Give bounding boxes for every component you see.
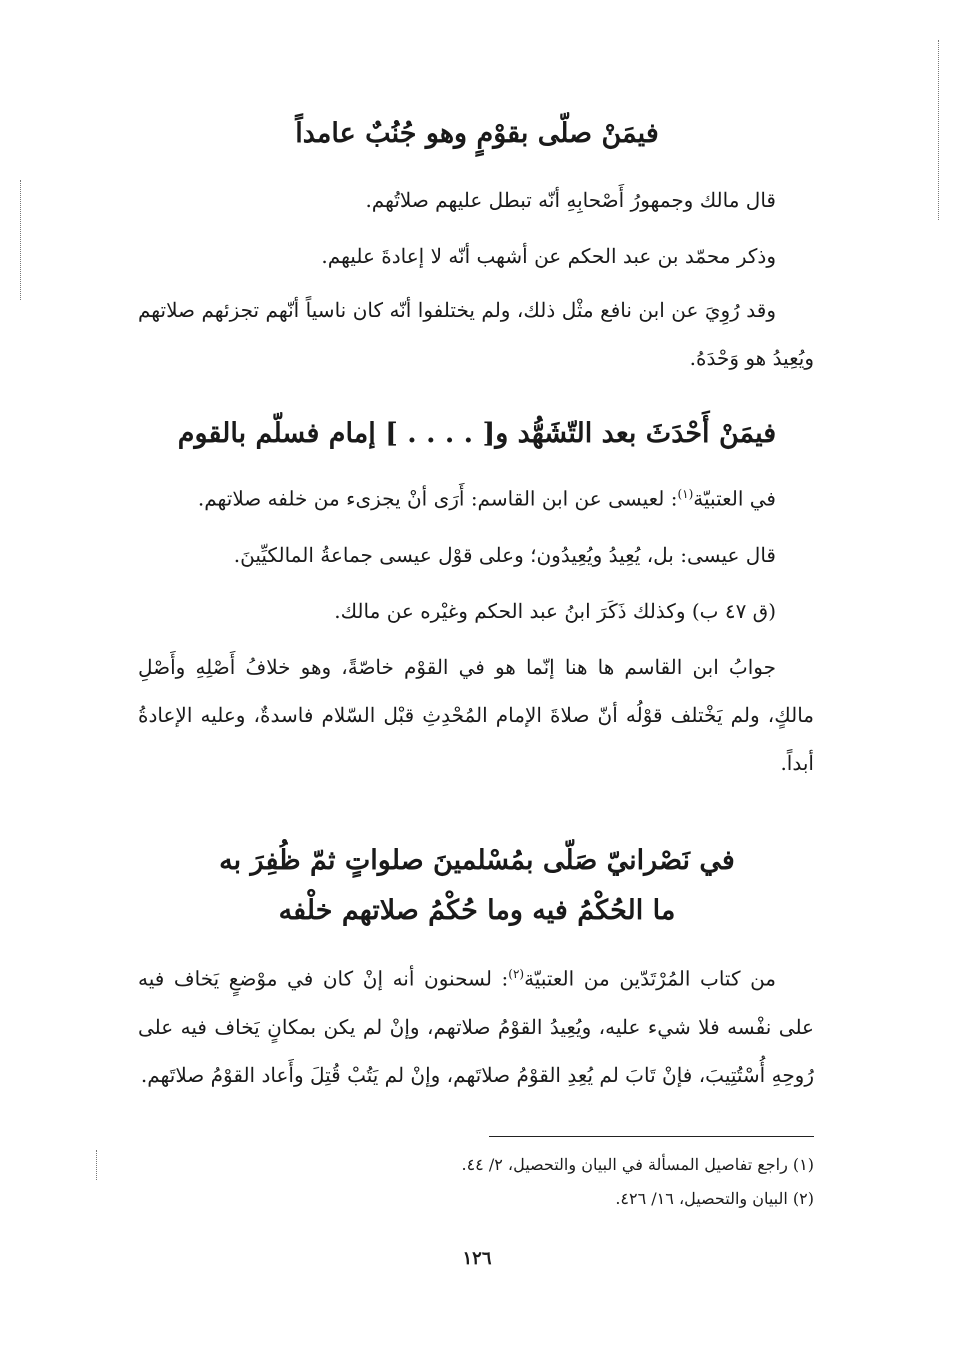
paragraph: وذكر محمّد بن عبد الحكم عن أشهب أنّه لا إعادةَ عليهم.: [321, 244, 776, 268]
paragraph: قال مالك وجمهورُ أَصْحابِهِ أنّه تبطل عليهم صلاتُهم.: [365, 188, 776, 212]
paragraph-text: : لسحنون أنه إنْ كان في موْضعٍ يَخاف فيه على نفْسه فلا شيء عليه، ويُعِيدُ القوْمُ صلاتهم، وإنْ لم يكن بمكانٍ يَخاف فيه على رُوحِهِ أُسْتُتِيبَ، فإنْ تَابَ لم يُعِدِ القوْمُ صلاتَهم، وإنْ لم يَتُبْ قُتِلَ وأَعاد القوْمُ صلاتَهم.: [138, 966, 814, 1087]
scan-dotted-line-left: [20, 180, 21, 300]
section-heading-2: فيمَنْ أَحْدَثَ بعد التّشَهُّد و[ . . . . ] إمام فسلّم بالقوم: [177, 418, 777, 449]
footnote-marker: (٢): [508, 967, 525, 981]
paragraph: جوابُ ابن القاسم ها هنا إنّما هو في القوْم خاصّةً، وهو خلافُ أَصْلِهِ وأَصْلِ مالكٍ، ولم يَخْتلف قوْلُه أنّ صلاةَ الإمام المُحْدِثِ قبْل السّلام فاسدةٌ، وعليه الإعادةُ أبداً.: [138, 654, 814, 775]
section-body-3: [138, 950, 814, 1099]
footnote-2: (٢) البيان والتحصيل، ١٦/ ٤٢٦.: [615, 1189, 814, 1208]
section-body-1: [138, 176, 814, 382]
paragraph: وقد رُوِيَ عن ابن نافع مثْل ذلك، ولم يختلفوا أنّه كان ناسياً أنّهم تجزئهم صلاتهم ويُعِيدُ هو وَحْدَهُ.: [138, 298, 814, 370]
footnotes: [138, 1148, 814, 1216]
footnote-marker: (١): [677, 487, 694, 501]
paragraph: [138, 470, 814, 523]
paragraph-text: من كتاب المُرْتَدّين من العتبيّة: [524, 966, 777, 991]
paragraph: قال عيسى: بل، يُعِيدُ ويُعِيدُون؛ وعلى قوْل عيسى جماعةُ المالكيِّينَ.: [233, 542, 776, 567]
footnote-separator: [489, 1136, 814, 1137]
scan-dotted-line-left-lower: [96, 1150, 97, 1180]
section-heading-1: فيمَنْ صلّى بقوْمٍ وهو جُنُبٌ عامداً: [295, 118, 659, 149]
page-number: ١٢٦: [462, 1248, 492, 1269]
paragraph-text: في العتبيّة: [693, 486, 776, 511]
paragraph: (ق ٤٧ ب) وكذلك ذَكَرَ ابنُ عبد الحكم وغيْره عن مالك.: [334, 598, 776, 623]
section-heading-3-line-2: ما الحُكْمُ فيه وما حُكْمُ صلاتهم خلْفه: [278, 895, 676, 926]
section-heading-3-line-1: في نَصْرانيّ صَلّى بمُسْلمينَ صلواتٍ ثمّ ظُفِرَ به: [219, 845, 735, 876]
paragraph-text: : لعيسى عن ابن القاسم: أَرَى أنْ يجزىء من خلفه صلاتهم.: [197, 486, 678, 511]
footnote-1: (١) راجع تفاصيل المسألة في البيان والتحصيل، ٢/ ٤٤.: [461, 1155, 814, 1174]
section-body-2: [138, 470, 814, 787]
paragraph: [138, 950, 814, 1099]
